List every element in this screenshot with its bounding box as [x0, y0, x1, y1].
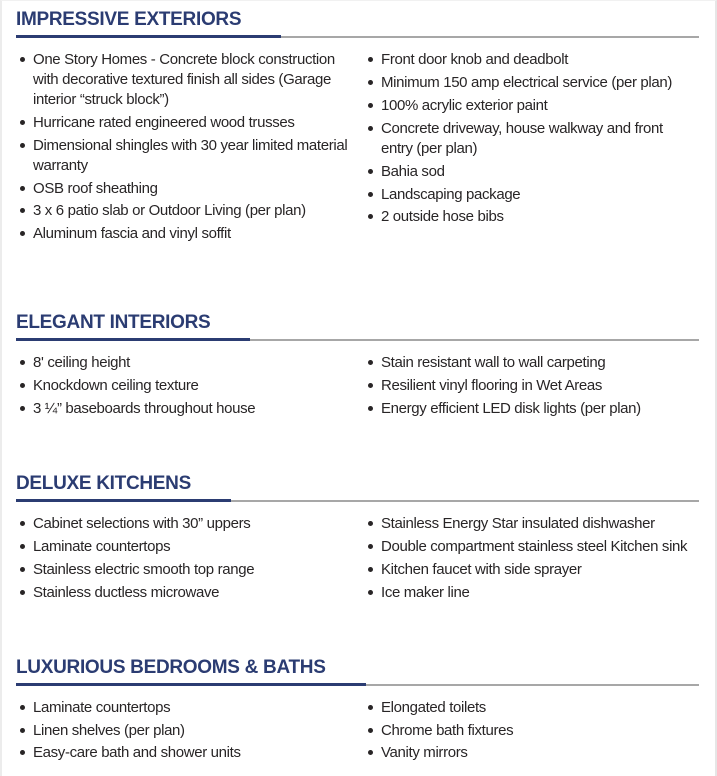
feature-list-right: [364, 514, 699, 606]
section-deluxe-kitchens: [16, 474, 699, 606]
feature-text: 8' ceiling height: [33, 354, 130, 372]
feature-text: Stainless Energy Star insulated dishwasher: [381, 514, 655, 532]
feature-text: Hurricane rated engineered wood trusses: [33, 113, 295, 131]
feature-text: 2 outside hose bibs: [381, 208, 504, 226]
bullet-icon: [20, 590, 25, 595]
list-item: [368, 119, 693, 159]
list-item: [368, 353, 693, 373]
feature-text: Linen shelves (per plan): [33, 721, 185, 739]
feature-list-left: [16, 514, 364, 606]
feature-text: Laminate countertops: [33, 537, 171, 555]
feature-text: Knockdown ceiling texture: [33, 377, 199, 395]
feature-text: Stainless ductless microwave: [33, 583, 220, 601]
bullet-icon: [20, 231, 25, 236]
bullet-icon: [368, 360, 373, 365]
bullet-icon: [20, 544, 25, 549]
feature-text: 3 ¼” baseboards throughout house: [33, 400, 256, 418]
feature-list-left: [16, 50, 364, 247]
bullet-icon: [20, 728, 25, 733]
bullet-icon: [20, 705, 25, 710]
feature-text: Dimensional shingles with 30 year limited material warranty: [33, 136, 348, 174]
section-title: LUXURIOUS BEDROOMS & BATHS: [16, 658, 366, 686]
bullet-icon: [368, 103, 373, 108]
bullet-icon: [368, 169, 373, 174]
feature-text: Chrome bath fixtures: [381, 721, 514, 739]
list-item: [20, 743, 358, 763]
feature-columns: [16, 514, 699, 606]
section-header: [16, 10, 699, 38]
section-header: [16, 313, 699, 341]
bullet-icon: [20, 383, 25, 388]
bullet-icon: [20, 360, 25, 365]
list-item: [20, 698, 358, 718]
feature-text: Resilient vinyl flooring in Wet Areas: [381, 377, 603, 395]
section-elegant-interiors: [16, 313, 699, 422]
list-item: [368, 537, 693, 557]
feature-columns: [16, 50, 699, 247]
feature-text: OSB roof sheathing: [33, 179, 158, 197]
bullet-icon: [368, 521, 373, 526]
bullet-icon: [20, 208, 25, 213]
feature-text: Front door knob and deadbolt: [381, 50, 569, 68]
list-item: [368, 560, 693, 580]
feature-text: Stain resistant wall to wall carpeting: [381, 354, 606, 372]
list-item: [20, 50, 358, 110]
list-item: [20, 721, 358, 741]
feature-text: Concrete driveway, house walkway and front entry (per plan): [381, 119, 663, 157]
feature-text: Double compartment stainless steel Kitchen sink: [381, 537, 688, 555]
list-item: [368, 162, 693, 182]
list-item: [20, 399, 358, 419]
feature-list-left: [16, 698, 364, 767]
list-item: [368, 698, 693, 718]
feature-text: Energy efficient LED disk lights (per plan): [381, 400, 641, 418]
list-item: [368, 207, 693, 227]
list-item: [368, 50, 693, 70]
feature-list-right: [364, 50, 699, 247]
list-item: [20, 560, 358, 580]
feature-columns: [16, 353, 699, 422]
bullet-icon: [20, 57, 25, 62]
feature-sheet: [2, 1, 715, 776]
feature-text: Laminate countertops: [33, 698, 171, 716]
feature-text: Aluminum fascia and vinyl soffit: [33, 225, 231, 243]
bullet-icon: [368, 383, 373, 388]
list-item: [20, 224, 358, 244]
section-title: ELEGANT INTERIORS: [16, 313, 250, 341]
feature-text: 100% acrylic exterior paint: [381, 96, 548, 114]
feature-text: Ice maker line: [381, 583, 470, 601]
feature-text: Cabinet selections with 30” uppers: [33, 514, 251, 532]
bullet-icon: [368, 57, 373, 62]
feature-text: 3 x 6 patio slab or Outdoor Living (per plan): [33, 202, 306, 220]
bullet-icon: [368, 544, 373, 549]
bullet-icon: [20, 750, 25, 755]
list-item: [368, 96, 693, 116]
list-item: [20, 376, 358, 396]
feature-text: Kitchen faucet with side sprayer: [381, 560, 582, 578]
feature-text: Landscaping package: [381, 185, 521, 203]
list-item: [368, 73, 693, 93]
list-item: [368, 399, 693, 419]
section-impressive-exteriors: [16, 10, 699, 247]
list-item: [20, 179, 358, 199]
section-header: [16, 474, 699, 502]
feature-text: One Story Homes - Concrete block construction with decorative textured finish all sides (Garage interior “struck block”): [33, 50, 335, 108]
feature-text: Stainless electric smooth top range: [33, 560, 255, 578]
bullet-icon: [20, 567, 25, 572]
section-header: [16, 658, 699, 686]
feature-text: Minimum 150 amp electrical service (per plan): [381, 73, 673, 91]
bullet-icon: [368, 728, 373, 733]
bullet-icon: [20, 143, 25, 148]
list-item: [368, 185, 693, 205]
feature-text: Vanity mirrors: [381, 744, 468, 762]
list-item: [368, 376, 693, 396]
section-title: DELUXE KITCHENS: [16, 474, 231, 502]
list-item: [368, 514, 693, 534]
bullet-icon: [20, 120, 25, 125]
feature-text: Elongated toilets: [381, 698, 486, 716]
bullet-icon: [20, 521, 25, 526]
list-item: [20, 136, 358, 176]
bullet-icon: [368, 750, 373, 755]
list-item: [368, 743, 693, 763]
feature-text: Bahia sod: [381, 162, 445, 180]
bullet-icon: [368, 567, 373, 572]
bullet-icon: [368, 214, 373, 219]
list-item: [20, 514, 358, 534]
feature-text: Easy-care bath and shower units: [33, 744, 241, 762]
feature-columns: [16, 698, 699, 767]
bullet-icon: [368, 590, 373, 595]
list-item: [20, 537, 358, 557]
feature-list-right: [364, 353, 699, 422]
bullet-icon: [20, 186, 25, 191]
list-item: [20, 353, 358, 373]
bullet-icon: [20, 406, 25, 411]
list-item: [368, 721, 693, 741]
list-item: [20, 201, 358, 221]
bullet-icon: [368, 406, 373, 411]
list-item: [368, 583, 693, 603]
feature-list-left: [16, 353, 364, 422]
bullet-icon: [368, 80, 373, 85]
bullet-icon: [368, 126, 373, 131]
list-item: [20, 583, 358, 603]
section-luxurious-bedrooms-baths: [16, 658, 699, 767]
bullet-icon: [368, 705, 373, 710]
feature-list-right: [364, 698, 699, 767]
list-item: [20, 113, 358, 133]
bullet-icon: [368, 192, 373, 197]
section-title: IMPRESSIVE EXTERIORS: [16, 10, 281, 38]
